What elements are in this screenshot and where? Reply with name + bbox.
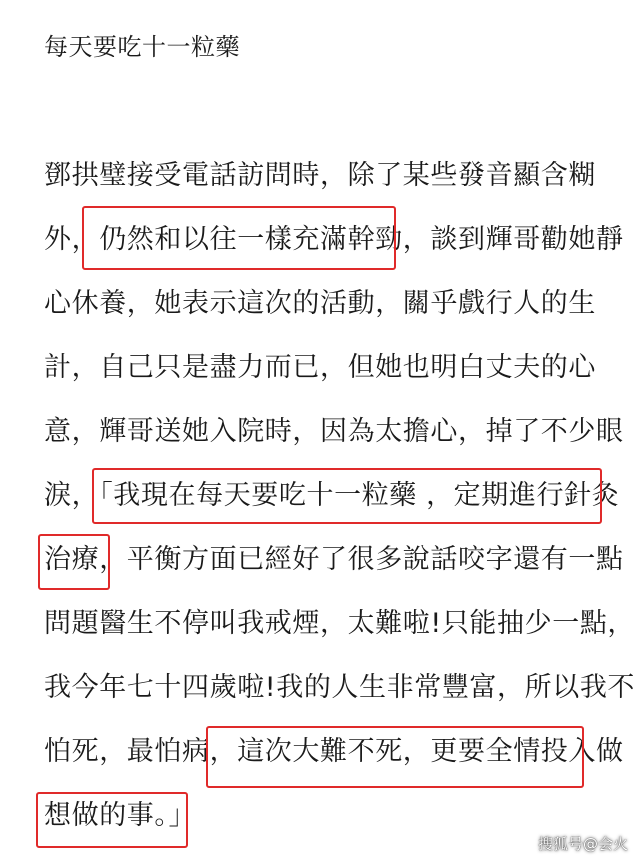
body-line-11: 想做的事。」	[44, 800, 197, 831]
body-line-4: 計，自己只是盡力而已，但她也明白丈夫的心	[44, 352, 596, 383]
body-line-10: 怕死，最怕病，這次大難不死，更要全情投入做	[44, 736, 624, 767]
body-line-3: 心休養，她表示這次的活動，關乎戲行人的生	[44, 288, 596, 319]
body-line-6: 淚，「我現在每天要吃十一粒藥 ，定期進行針灸	[44, 480, 620, 511]
body-line-2: 外，仍然和以往一樣充滿幹勁，談到輝哥勸她靜	[44, 224, 624, 255]
body-line-9: 我今年七十四歲啦!我的人生非常豐富，所以我不	[44, 672, 636, 703]
watermark: 搜狐号@会火	[537, 835, 628, 853]
body-line-1: 鄧拱璧接受電話訪問時，除了某些發音顯含糊	[44, 160, 596, 191]
article-title: 每天要吃十一粒藥	[44, 33, 240, 61]
body-line-5: 意，輝哥送她入院時，因為太擔心，掉了不少眼	[44, 416, 624, 447]
body-line-8: 問題醫生不停叫我戒煙，太難啦!只能抽少一點，	[44, 608, 636, 639]
body-line-7: 治療，平衡方面已經好了很多說話咬字還有一點	[44, 544, 624, 575]
